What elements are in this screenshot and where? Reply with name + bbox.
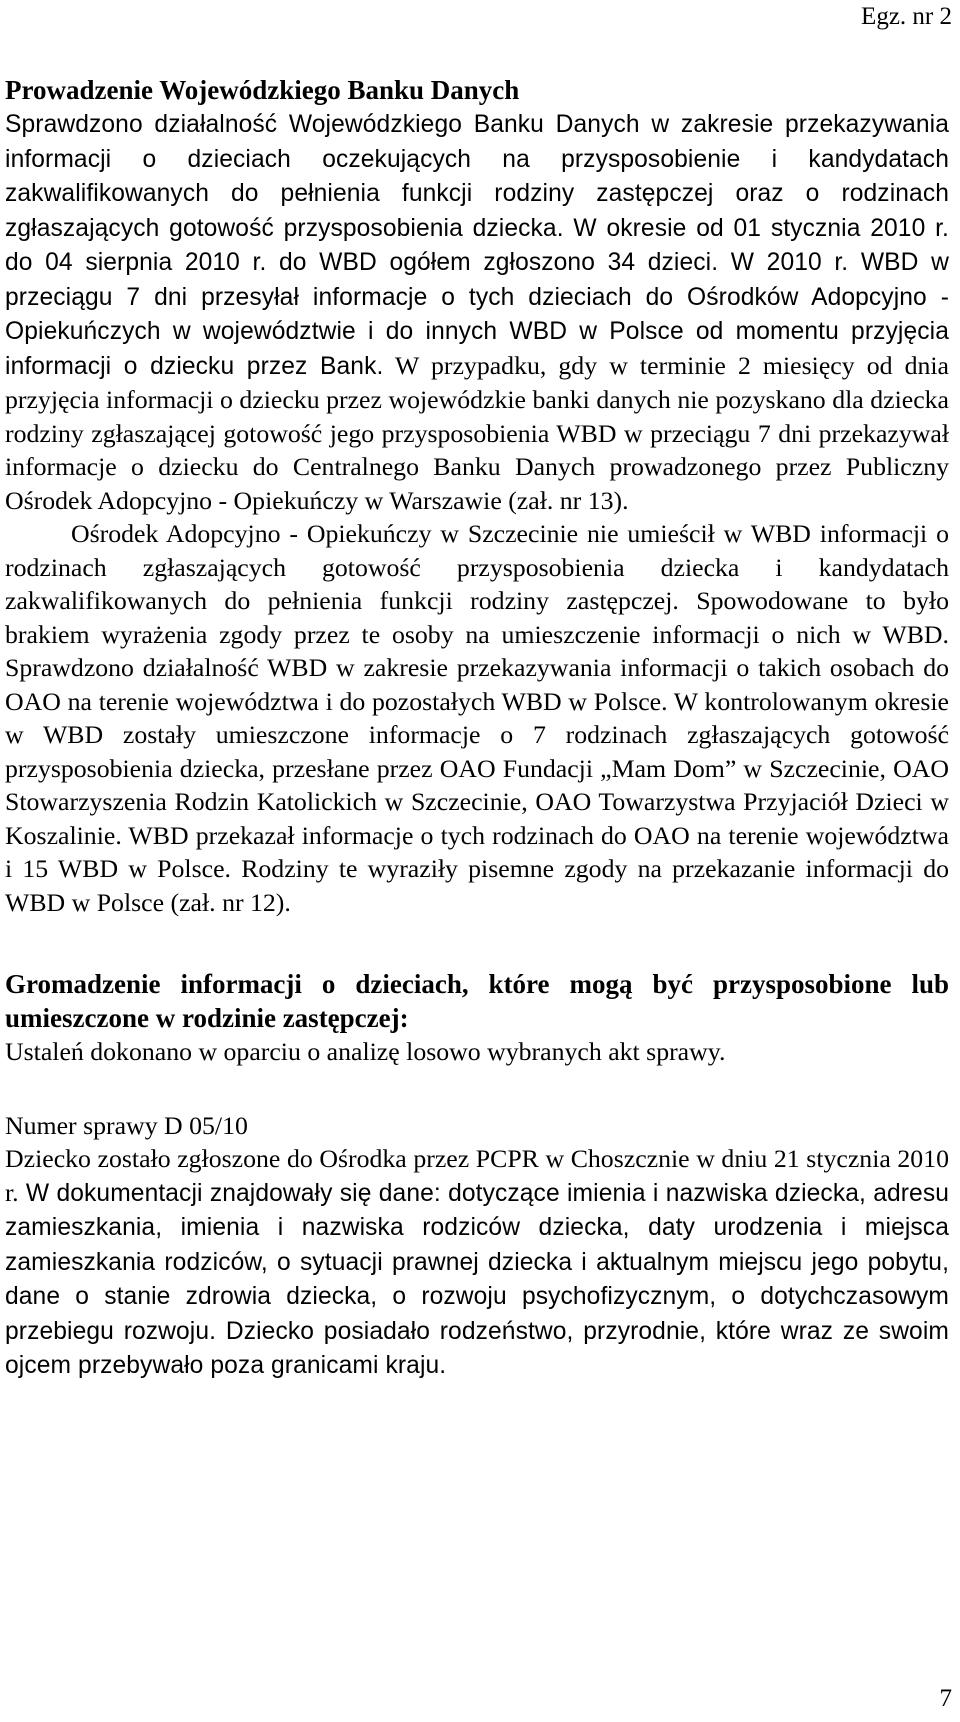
paragraph-wbd-activity bbox=[5, 107, 949, 517]
spacer bbox=[5, 919, 949, 967]
paragraph-oao-szczecin: Ośrodek Adopcyjno - Opiekuńczy w Szczecinie nie umieścił w WBD informacji o rodzinach zgłaszających gotowość przysposobienia dziecka i kandydatach zakwalifikowanych do pełnienia funkcji rodziny zastępczej. Spowodowane to było brakiem wyrażenia zgody przez te osoby na umieszczenie informacji o nich w WBD. Sprawdzono działalność WBD w zakresie przekazywania informacji o takich osobach do OAO na terenie województwa i do pozostałych WBD w Polsce. W kontrolowanym okresie w WBD zostały umieszczone informacje o 7 rodzinach zgłaszających gotowość przysposobienia dziecka, przesłane przez OAO Fundacji „Mam Dom” w Szczecinie, OAO Stowarzyszenia Rodzin Katolickich w Szczecinie, OAO Towarzystwa Przyjaciół Dzieci w Koszalinie. WBD przekazał informacje o tych rodzinach do OAO na terenie województwa i 15 WBD w Polsce. Rodziny te wyraziły pisemne zgody na przekazanie informacji do WBD w Polsce (zał. nr 12). bbox=[5, 519, 949, 917]
case-text-serif: Dziecko zostało zgłoszone do Ośrodka przez PCPR w Choszcznie w dniu 21 stycznia 2010 r. bbox=[5, 1144, 949, 1207]
document-reference: Egz. nr 2 bbox=[861, 3, 952, 30]
case-number: Numer sprawy D 05/10 bbox=[5, 1110, 248, 1140]
case-text-sans: W dokumentacji znajdowały się dane: dotyczące imienia i nazwiska dziecka, adresu zamieszkania, imienia i nazwiska rodziców dziecka, daty urodzenia i miejsca zamieszkania rodziców, o sytuacji prawnej dziecka i aktualnym miejscu jego pobytu, dane o stanie zdrowia dziecka, o rozwoju psychofizycznym, o dotychczasowym przebiegu rozwoju. Dziecko posiadało rodzeństwo, przyrodnie, które wraz ze swoim ojcem przebywało poza granicami kraju. bbox=[5, 1179, 949, 1379]
section-heading-wbd: Prowadzenie Wojewódzkiego Banku Danych bbox=[5, 75, 520, 105]
spacer bbox=[5, 1069, 949, 1109]
page-number: 7 bbox=[939, 1685, 952, 1712]
document-body bbox=[5, 74, 949, 1383]
paragraph-findings-intro: Ustaleń dokonano w oparciu o analizę losowo wybranych akt sprawy. bbox=[5, 1037, 726, 1066]
section-heading-children-info: Gromadzenie informacji o dzieciach, które mogą być przysposobione lub umieszczone w rodzinie zastępczej: bbox=[5, 969, 949, 1033]
paragraph-text-serif: W przypadku, gdy w terminie 2 miesięcy od dnia przyjęcia informacji o dziecku przez wojewódzkie banki danych nie pozyskano dla dziecka rodziny zgłaszającej gotowość jego przysposobienia WBD w przeciągu 7 dni przekazywał informacje o dziecku do Centralnego Banku Danych prowadzonego przez Publiczny Ośrodek Adopcyjno - Opiekuńczy w Warszawie (zał. nr 13). bbox=[5, 350, 949, 515]
paragraph-text-sans: Sprawdzono działalność Wojewódzkiego Banku Danych w zakresie przekazywania informacji o dzieciach oczekujących na przysposobienie i kandydatach zakwalifikowanych do pełnienia funkcji rodziny zastępczej oraz o rodzinach zgłaszających gotowość przysposobienia dziecka. W okresie od 01 stycznia 2010 r. do 04 sierpnia 2010 r. do WBD ogółem zgłoszono 34 dzieci. W 2010 r. WBD w przeciągu 7 dni przesyłał informacje o tych dzieciach do Ośrodków Adopcyjno - Opiekuńczych w województwie i do innych WBD w Polsce od momentu przyjęcia informacji o dziecku przez Bank. bbox=[5, 111, 949, 380]
paragraph-case-details bbox=[5, 1142, 949, 1383]
